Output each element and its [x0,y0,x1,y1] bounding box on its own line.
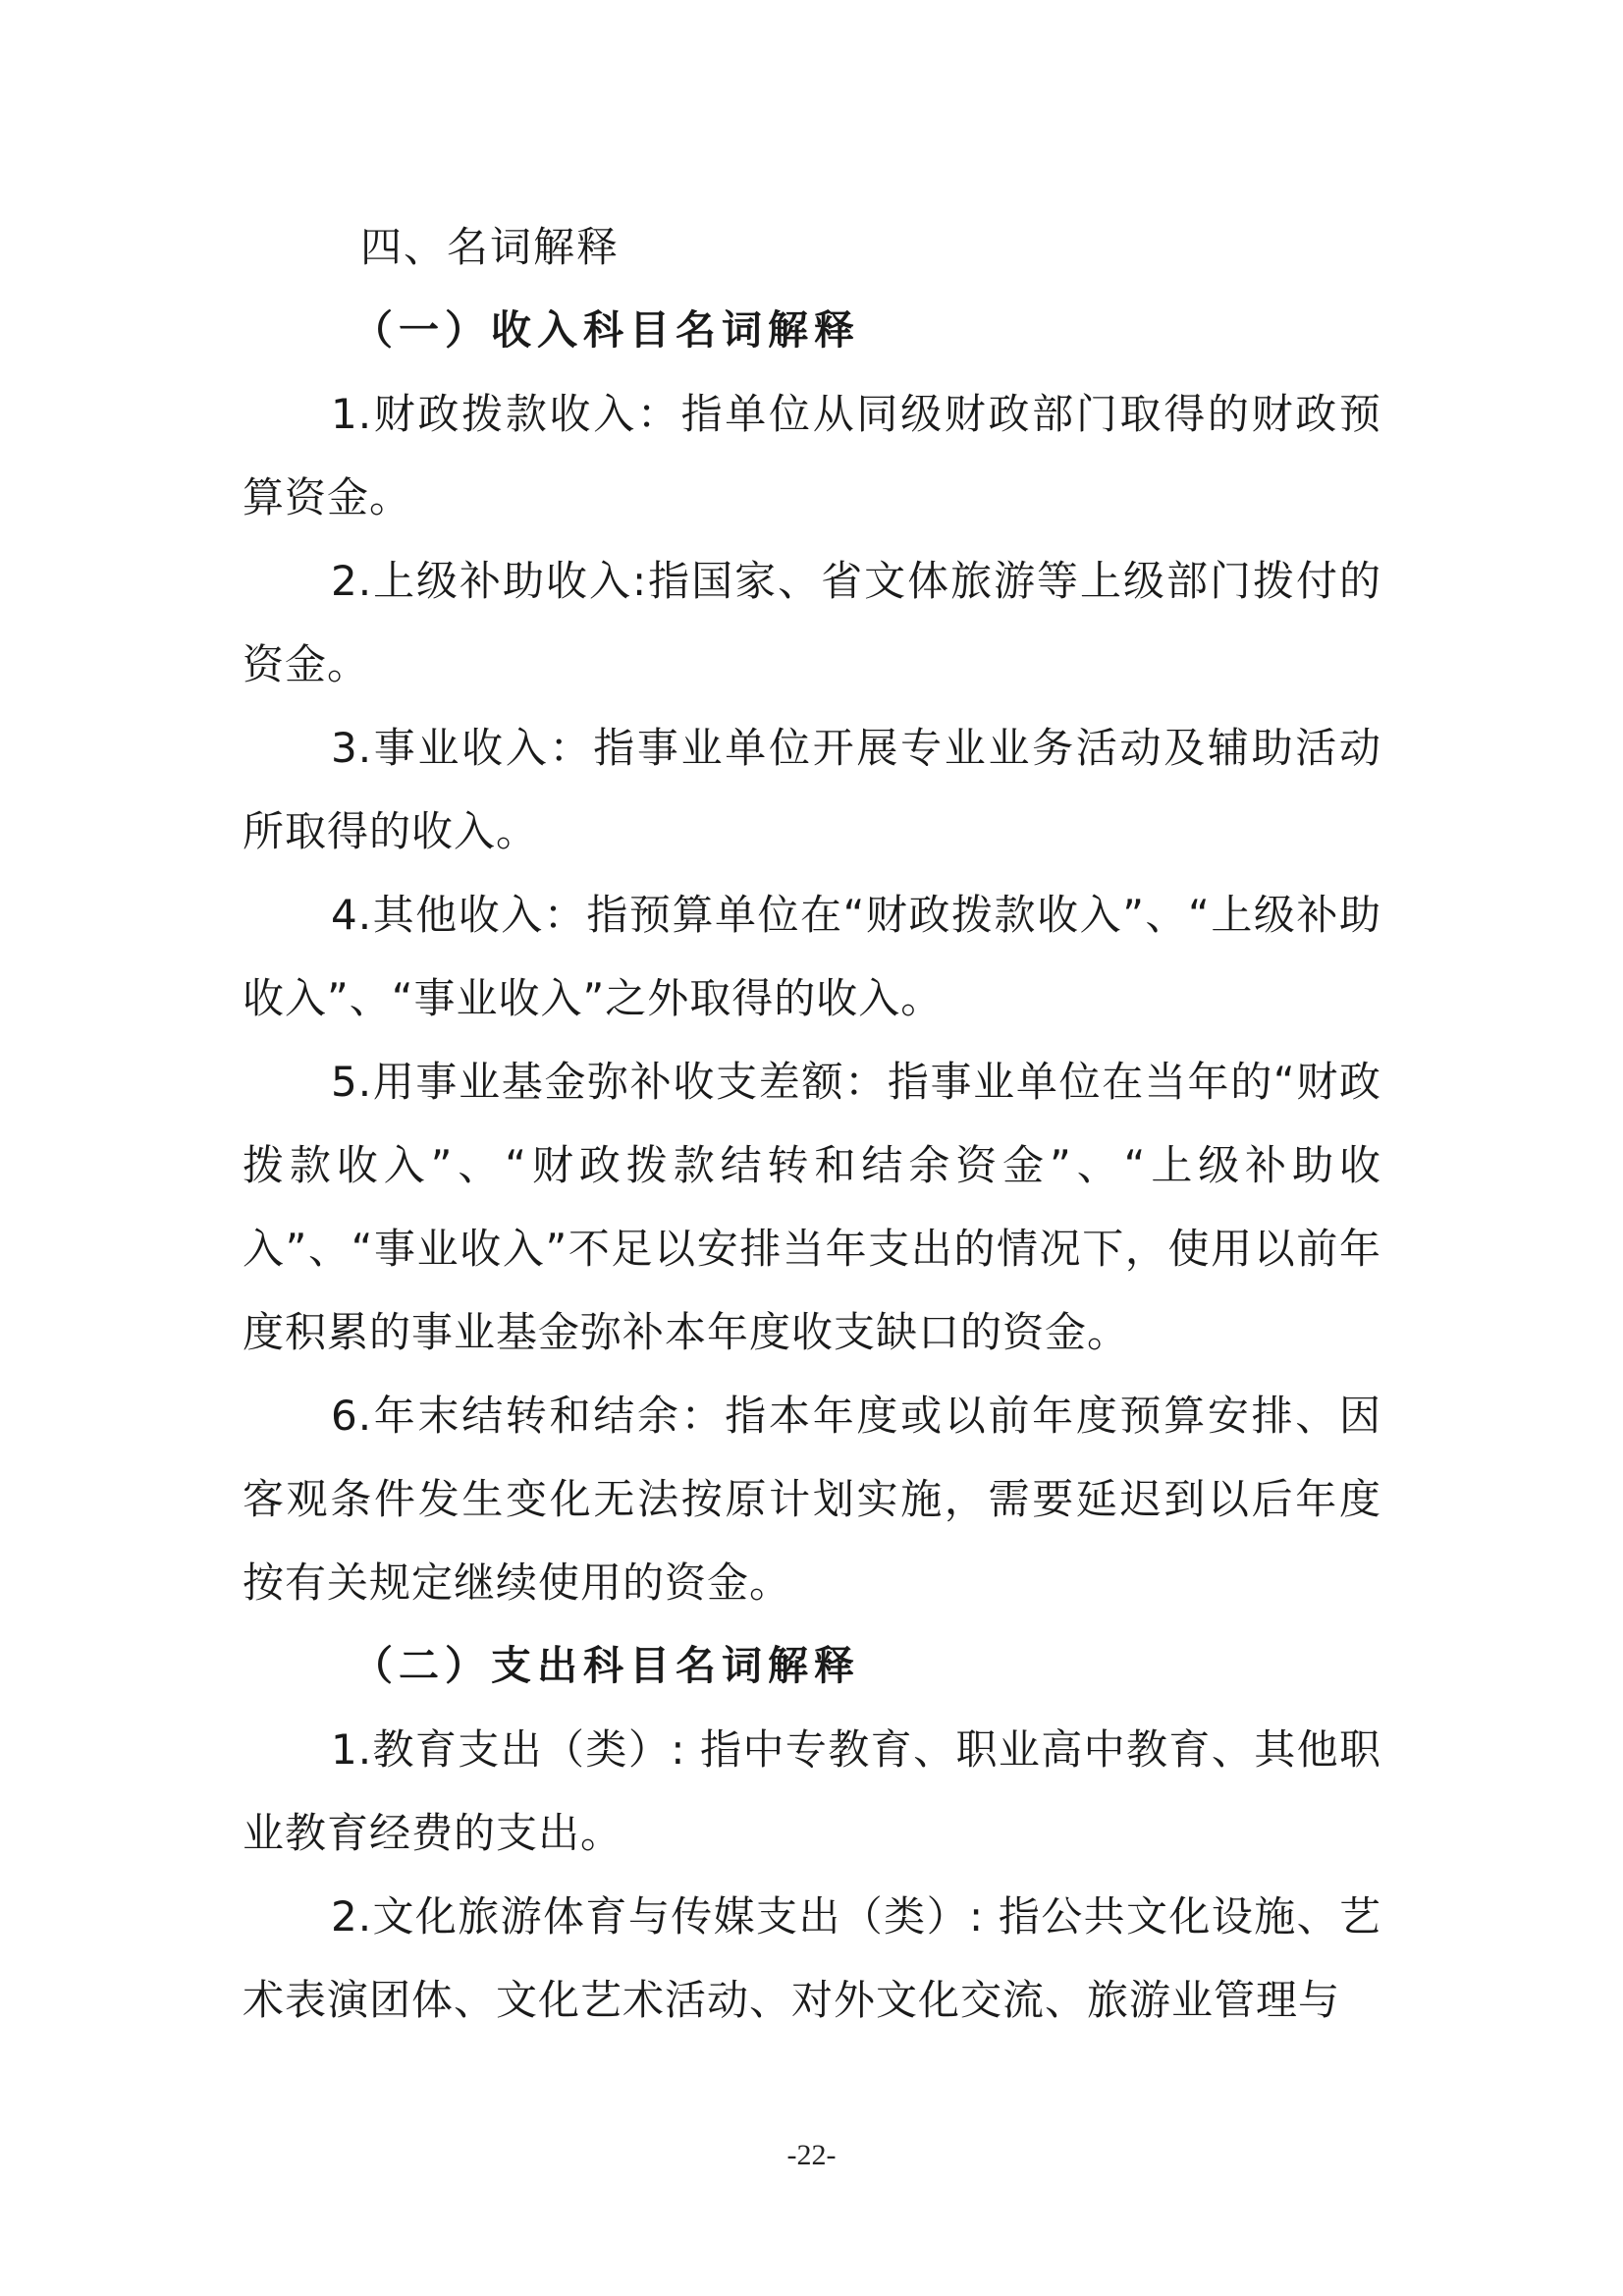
page-number: -22- [786,2139,837,2171]
expense-item-2: 2.文化旅游体育与传媒支出（类）: 指公共文化设施、艺术表演团体、文化艺术活动、对外文化交流、旅游业管理与 [243,1892,1381,2024]
expense-heading: （二）支出科目名词解释 [352,1642,860,1689]
income-heading: （一）收入科目名词解释 [352,306,860,354]
income-item-1: 1.财政拨款收入：指单位从同级财政部门取得的财政预算资金。 [243,390,1381,521]
document-body [243,206,1381,2042]
income-item-5: 5.用事业基金弥补收支差额：指事业单位在当年的“财政拨款收入”、“财政拨款结转和结余资金”、“上级补助收入”、“事业收入”不足以安排当年支出的情况下，使用以前年度积累的事业基金弥补本年度收支缺口的资金。 [243,1058,1381,1356]
income-item-3: 3.事业收入：指事业单位开展专业业务活动及辅助活动所取得的收入。 [243,724,1381,855]
section-title: 四、名词解释 [360,223,621,271]
income-item-2: 2.上级补助收入:指国家、省文体旅游等上级部门拨付的资金。 [243,557,1381,688]
expense-item-1: 1.教育支出（类）: 指中专教育、职业高中教育、其他职业教育经费的支出。 [243,1725,1381,1857]
income-item-6: 6.年末结转和结余：指本年度或以前年度预算安排、因客观条件发生变化无法按原计划实施，需要延迟到以后年度按有关规定继续使用的资金。 [243,1392,1381,1607]
income-item-4: 4.其他收入：指预算单位在“财政拨款收入”、“上级补助收入”、“事业收入”之外取得的收入。 [243,891,1381,1022]
